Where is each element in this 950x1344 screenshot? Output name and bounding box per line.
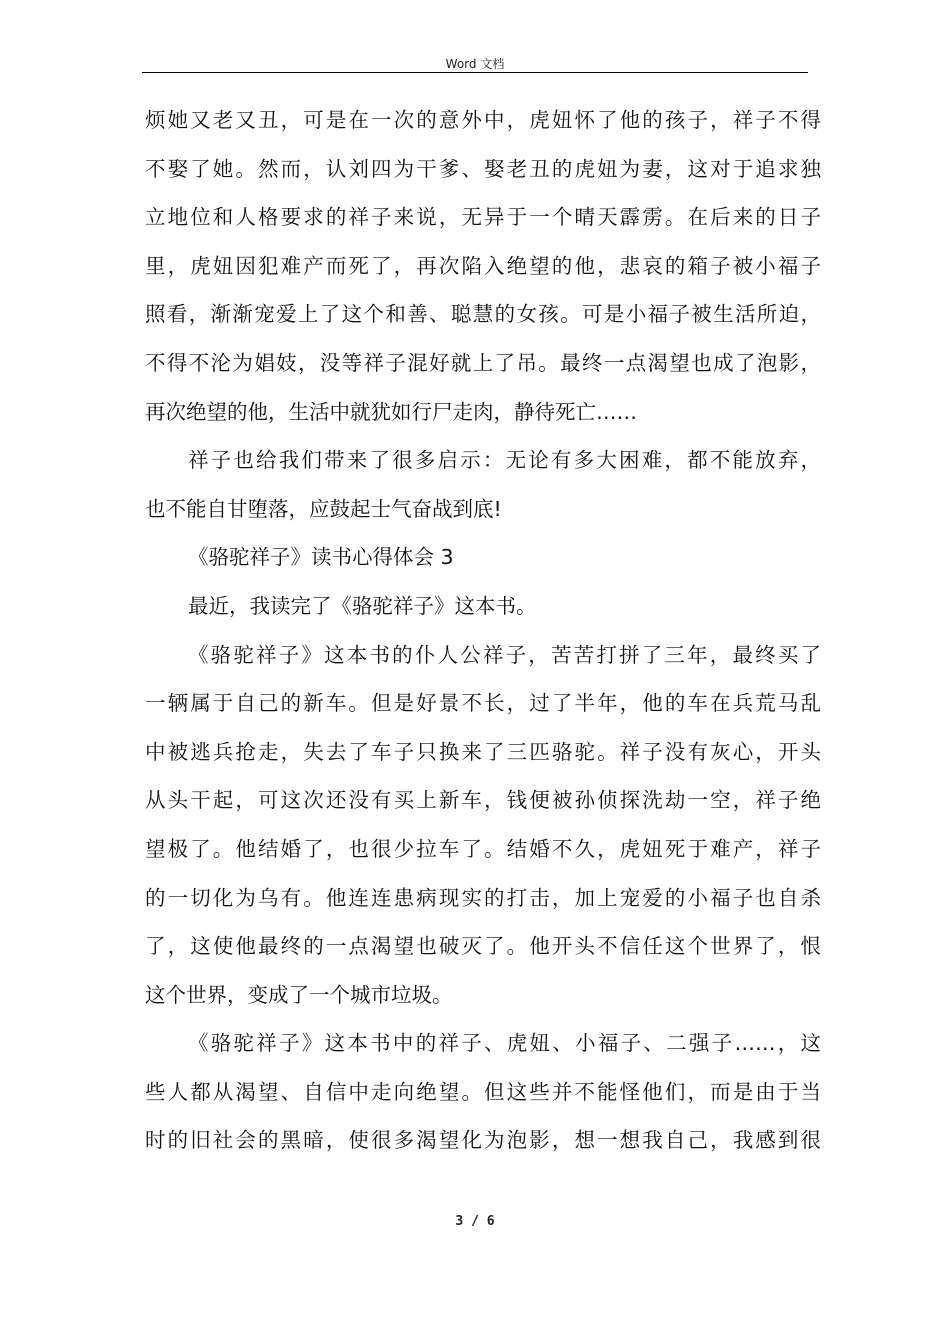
text-line: 的一切化为乌有。他连连患病现实的打击，加上宠爱的小福子也自杀 — [145, 885, 821, 910]
paragraph-start: 《骆驼祥子》这本书的仆人公祥子，苦苦打拼了三年，最终买了 — [188, 642, 821, 667]
text-line: 了，这使他最终的一点渴望也破灭了。他开头不信任这个世界了，恨 — [145, 934, 821, 959]
text-line: 立地位和人格要求的祥子来说，无异于一个晴天霹雳。在后来的日子 — [145, 205, 821, 230]
text-line: 照看，渐渐宠爱上了这个和善、聪慧的女孩。可是小福子被生活所迫， — [145, 302, 821, 327]
text-line: 再次绝望的他，生活中就犹如行尸走肉，静待死亡…… — [145, 399, 637, 424]
text-line: 烦她又老又丑，可是在一次的意外中，虎妞怀了他的孩子，祥子不得 — [145, 108, 821, 132]
paragraph-start: 祥子也给我们带来了很多启示：无论有多大困难，都不能放弃， — [188, 448, 821, 473]
document-body — [145, 96, 821, 1165]
header-divider — [142, 72, 808, 73]
page-number: 3 / 6 — [455, 1214, 495, 1229]
text-line: 望极了。他结婚了，也很少拉车了。结婚不久，虎妞死于难产，祥子 — [145, 836, 821, 861]
text-line: 里，虎妞因犯难产而死了，再次陷入绝望的他，悲哀的箱子被小福子 — [145, 253, 821, 278]
text-line: 不得不沦为娼妓，没等祥子混好就上了吊。最终一点渴望也成了泡影， — [145, 350, 821, 375]
text-line: 一辆属于自己的新车。但是好景不长，过了半年，他的车在兵荒马乱 — [145, 691, 821, 716]
paragraph-start: 《骆驼祥子》这本书中的祥子、虎妞、小福子、二强子……，这 — [188, 1031, 821, 1056]
text-line: 这个世界，变成了一个城市垃圾。 — [145, 982, 453, 1007]
page-header: Word 文档 — [445, 57, 505, 71]
text-line: 中被逃兵抢走，失去了车子只换来了三匹骆驼。祥子没有灰心，开头 — [145, 739, 821, 764]
text-line: 些人都从渴望、自信中走向绝望。但这些并不能怪他们，而是由于当 — [145, 1079, 821, 1104]
text-line: 时的旧社会的黑暗，使很多渴望化为泡影，想一想我自己，我感到很 — [145, 1128, 821, 1153]
text-line: 从头干起，可这次还没有买上新车，钱便被孙侦探洗劫一空，祥子绝 — [145, 788, 821, 813]
paragraph-start: 最近，我读完了《骆驼祥子》这本书。 — [188, 593, 537, 618]
section-heading: 《骆驼祥子》读书心得体会 3 — [188, 545, 454, 570]
text-line: 不娶了她。然而，认刘四为干爹、娶老丑的虎妞为妻，这对于追求独 — [145, 156, 821, 181]
text-line: 也不能自甘堕落，应鼓起士气奋战到底! — [145, 496, 502, 521]
